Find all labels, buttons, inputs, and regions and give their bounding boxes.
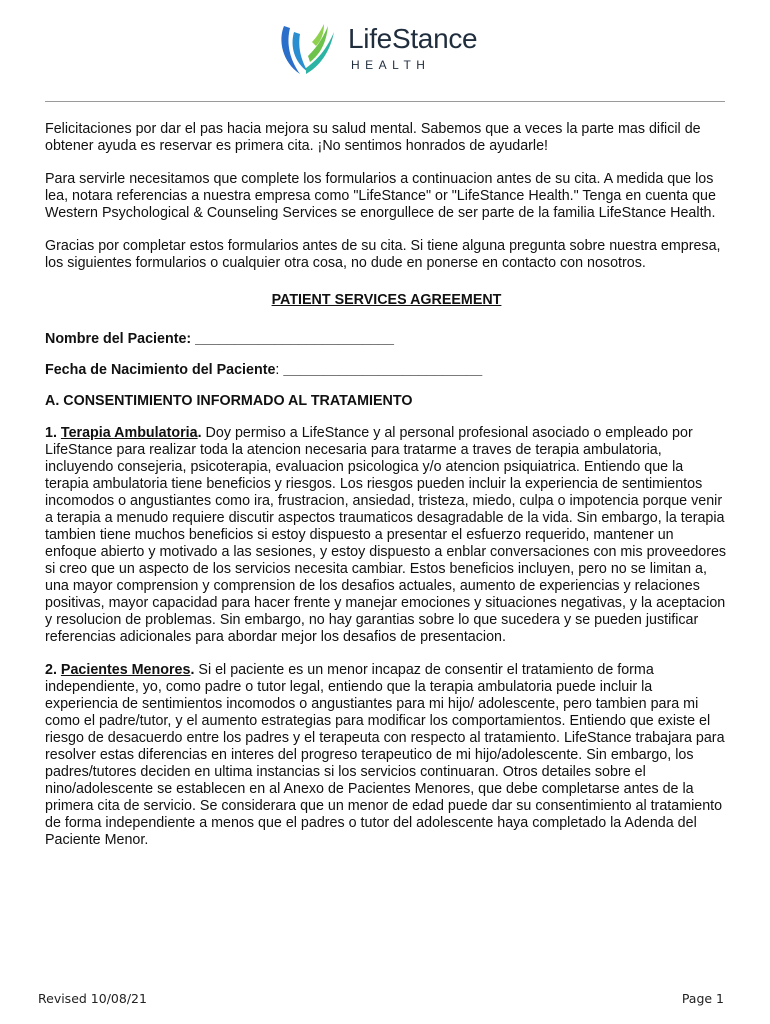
item-2-term: Pacientes Menores [60,662,191,678]
item-2-text: Si el paciente es un menor incapaz de consentir el tratamiento de forma independiente, yo, como padre o tutor legal, entiendo que la terapia ambulatoria puede incluir la experiencia de sentimientos incomodos o angustiantes para mi hijo/ adolescente, pero tambien para mi como el padre/tutor, y el aumento estrategias para modificar los comportamientos. Entiendo que existe el riesgo de desacuerdo entre los padres y el terapeuta con respecto al tratamiento. LifeStance trabajara para resolver estas diferencias en interes del progreso terapeutico de mi hijo/adolescente. Sin embargo, los padres/tutores deciden en ultima instancias si los servicios continuaran. Otros detailes sobre el nino/adolescente se establecen en al Anexo de Pacientes Menores, que debe completarse antes de la primera cita de servicio. Se considerara que un menor de edad puede dar su consentimiento al tratamiento de forma independiente a menos que el padres o tutor del adolescente haya completado la Adenda del Paciente Menor. [45,662,725,848]
intro-paragraph-1: Felicitaciones por dar el pas hacia mejora su salud mental. Sabemos que a veces la parte mas dificil de obtener ayuda es reservar es primera cita. ¡No sentimos honrados de ayudarle! [45,121,701,154]
section-a-heading: A. CONSENTIMIENTO INFORMADO AL TRATAMIENTO [45,393,413,409]
document-body [45,121,728,865]
logo-wordmark: LifeStance [348,23,478,54]
item-1-number: 1. [45,425,57,441]
item-1-text: Doy permiso a LifeStance y al personal profesional asociado o empleado por LifeStance para realizar toda la atencion necesaria para tratarme a traves de terapia ambulatoria, incluyendo consejeria, psicoterapia, evaluacion psicologica y/o atencion psiquiatrica. Entiendo que la terapia ambulatoria tiene beneficios y riesgos. Los riesgos pueden incluir la experiencia de sentimientos incomodos o angustiantes como ira, frustracion, ansiedad, tristeza, miedo, culpa o impotencia porque venir a terapia a menudo requiere discutir aspectos traumaticos desagradable de la vida. Sin embargo, la terapia tambien tiene muchos beneficios si estoy dispuesto a presentar el esfuerzo requerido, mantener un enfoque abierto y motivado a las sesiones, y estoy dispuesto a enblar conversaciones con mis proveedores si creo que un aspecto de los servicios necesita cambiar. Estos beneficios incluyen, pero no se limitan a, una mayor comprension y comprension de los desafios actuales, aumento de experiencias y relaciones positivas, mayor capacidad para hacer frente y manejar emociones y situaciones negativas, y la aceptacion y resolucion de problemas. Sin embargo, no hay garantias sobre lo que sucedera y se pueden justificar referencias adicionales para abordar mejor los desafios de presentacion. [45,425,727,645]
item-1 [45,425,728,646]
logo-subtitle: HEALTH [351,58,431,72]
item-2-term-dot: . [190,662,195,678]
dob-label: Fecha de Nacimiento del Paciente [45,362,276,378]
item-1-term-dot: . [197,425,202,441]
patient-name-label: Nombre del Paciente: [45,331,192,347]
lifestance-logo-icon [276,22,338,78]
lifestance-logo [276,22,496,78]
agreement-title: PATIENT SERVICES AGREEMENT [271,292,502,308]
dob-field[interactable] [45,362,728,379]
footer-page-number: Page 1 [681,991,724,1006]
item-2-number: 2. [45,662,57,678]
item-2 [45,662,728,849]
header-divider [45,101,725,102]
intro-paragraph-2: Para servirle necesitamos que complete los formularios a continuacion antes de su cita. A medida que los lea, notara referencias a nuestra empresa como "LifeStance" or "LifeStance Health." Tenga en cuenta que Western Psychological & Counseling Services se enorgullece de ser parte de la familia LifeStance Health. [45,171,716,221]
dob-blank[interactable]: _________________________ [283,362,483,378]
intro-paragraph-3: Gracias por completar estos formularios antes de su cita. Si tiene alguna pregunta sobre nuestra empresa, los siguientes formularios o cualquier otra cosa, no dude en ponerse en contacto con nosotros. [45,238,721,271]
dob-colon: : [275,362,280,378]
patient-name-blank[interactable]: _________________________ [195,331,394,347]
patient-name-field[interactable] [45,331,728,348]
footer-revised: Revised 10/08/21 [38,991,147,1006]
item-1-term: Terapia Ambulatoria [60,425,198,441]
